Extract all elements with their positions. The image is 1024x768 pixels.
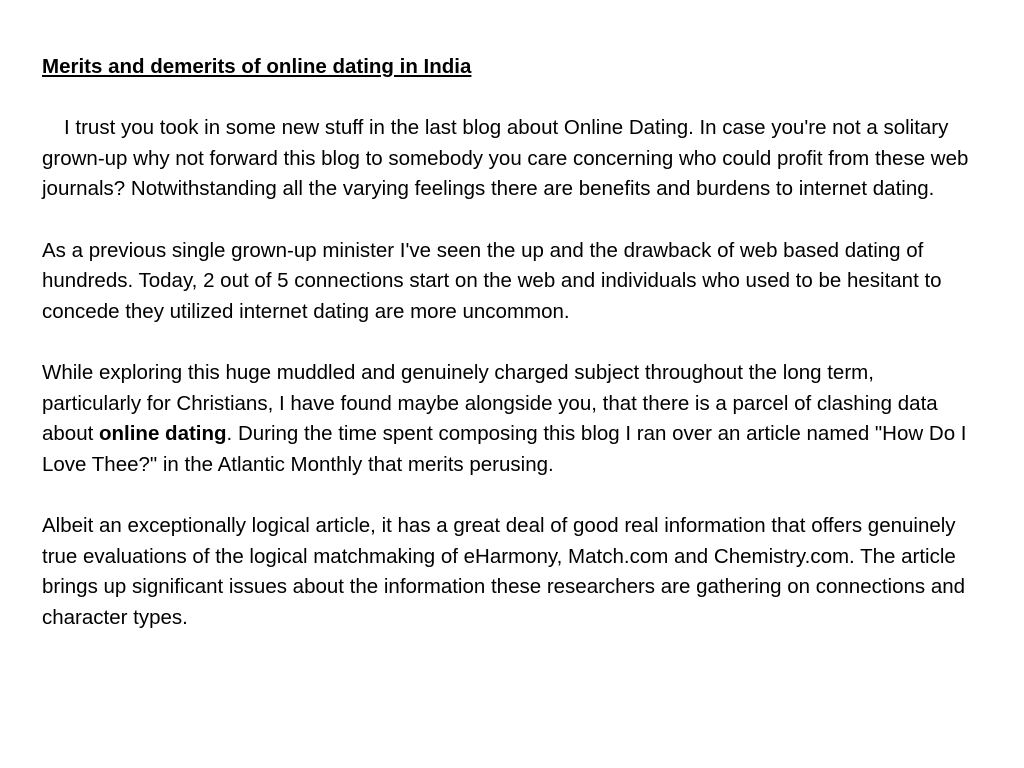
online-dating-bold-link[interactable]: online dating (99, 422, 227, 446)
paragraph-research-text-start: While exploring this huge muddled and genuinely charged subject throughout the long term, particularly for Christians, I have found maybe alongside you, that there is a parcel of clashing data about (42, 360, 938, 446)
paragraph-research-text-end: . During the time spent composing this blog I ran over an article named "How Do I Love Thee?" in the Atlantic Monthly that merits perusing. (42, 422, 967, 476)
document-title: Merits and demerits of online dating in India (42, 55, 472, 78)
paragraph-article-summary: Albeit an exceptionally logical article, it has a great deal of good real information that offers genuinely true evaluations of the logical matchmaking of eHarmony, Match.com and Chemistry.com. The article brings up significant issues about the information these researchers are gathering on connections and character types. (42, 513, 966, 629)
document-body (42, 52, 972, 633)
paragraph-minister-experience: As a previous single grown-up minister I've seen the up and the drawback of web based dating of hundreds. Today, 2 out of 5 connections start on the web and individuals who used to be hesitant to concede they utilized internet dating are more uncommon. (42, 238, 942, 323)
paragraph-intro: I trust you took in some new stuff in the last blog about Online Dating. In case you're not a solitary grown-up why not forward this blog to somebody you care concerning who could profit from these web journals? Notwithstanding all the varying feelings there are benefits and burdens to internet dating. (42, 116, 969, 201)
paragraph-research (42, 358, 972, 480)
